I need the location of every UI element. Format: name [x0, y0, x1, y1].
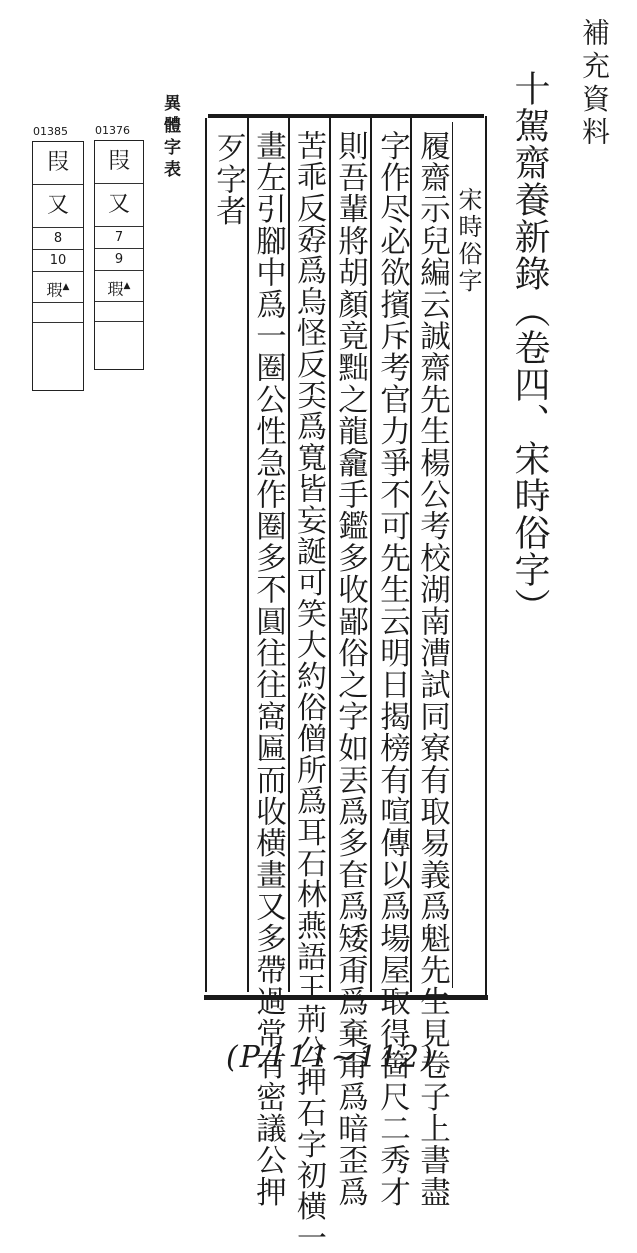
triangle-icon: ▲ — [62, 282, 70, 292]
column-divider — [410, 118, 412, 992]
card-blank — [95, 302, 143, 322]
text-column: 苦乖反孬爲烏怪反奀爲寬皆妄誕可笑大約俗僧所爲耳石林燕語王荊公押石字初横一 — [291, 130, 326, 1253]
column-divider — [370, 118, 372, 992]
text-column: 畫左引腳中爲一圈公性急作圈多不圓往往窩匾而收横畫又多帶過常有密議公押 — [250, 130, 286, 1208]
column-divider — [452, 122, 453, 988]
column-divider — [288, 118, 290, 992]
section-heading: 宋時俗字 — [454, 187, 482, 295]
text-column: 字作尽必欲擯斥考官力爭不可先生云明日揭榜有喧傳以爲場屋取得箇尺二秀才 — [374, 130, 410, 1208]
variant-card — [32, 125, 84, 391]
card-variant: 瑕▲ — [95, 271, 143, 302]
page-reference: (P.111~112) — [226, 1040, 435, 1075]
variant-card — [94, 124, 144, 370]
supplement-label: 補充資料 — [578, 18, 611, 150]
card-blank — [95, 322, 143, 341]
column-divider — [329, 118, 331, 992]
card-char: 叚 — [33, 142, 83, 185]
card-blank — [33, 303, 83, 323]
column-divider — [247, 118, 249, 992]
column-divider — [485, 116, 487, 996]
triangle-icon: ▲ — [123, 281, 131, 291]
card-stroke-count: 9 — [95, 249, 143, 271]
card-variant: 瑕▲ — [33, 272, 83, 303]
card-blank — [33, 323, 83, 342]
card-radical: 又 — [33, 185, 83, 228]
card-number: 01376 — [95, 124, 130, 137]
source-title: 十駕齋養新錄（卷四、宋時俗字） — [509, 70, 550, 625]
card-stroke-count: 7 — [95, 227, 143, 249]
frame-top-rule — [208, 114, 484, 118]
card-stroke-count: 10 — [33, 250, 83, 272]
text-column: 履齋示兒編云誠齋先生楊公考校湖南漕試同寮有取易義爲魁先生見卷子上書盡 — [414, 130, 450, 1208]
card-stroke-count: 8 — [33, 228, 83, 250]
card-radical: 又 — [95, 184, 143, 227]
card-char: 叚 — [95, 141, 143, 184]
card-number: 01385 — [33, 125, 68, 138]
table-label: 異體字表 — [160, 94, 180, 182]
column-divider — [205, 118, 207, 992]
text-column: 歹字者 — [210, 132, 246, 228]
text-column: 則吾輩將胡顏竟黜之龍龕手鑑多收鄙俗之字如丟爲多奆爲矮甭爲棄甭爲暗歪爲 — [332, 130, 368, 1208]
